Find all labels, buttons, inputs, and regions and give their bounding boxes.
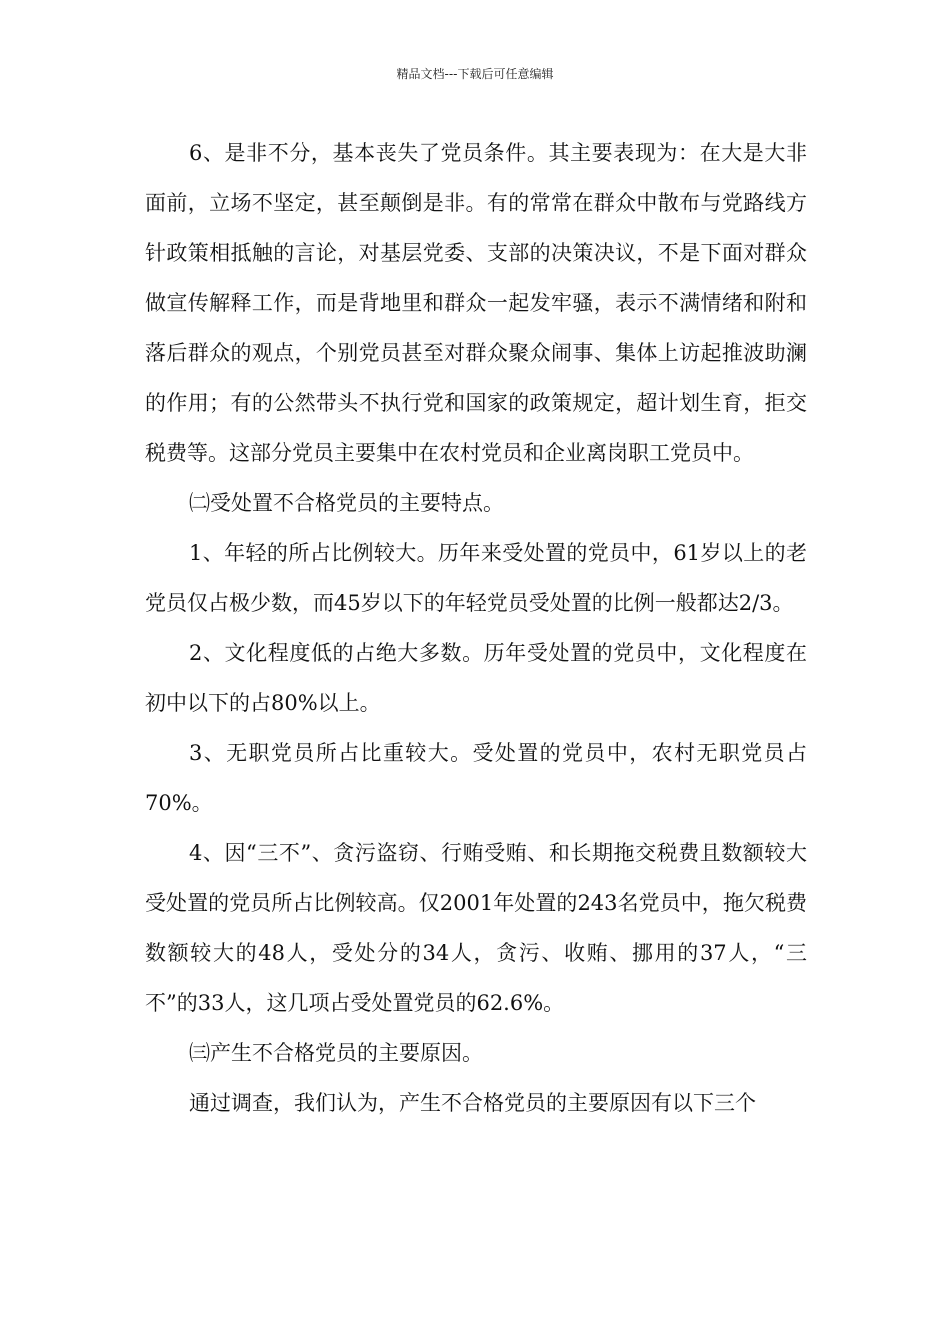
paragraph-feature-2: 2、文化程度低的占绝大多数。历年受处置的党员中，文化程度在初中以下的占80%以上。 [145,641,807,715]
page-header: 精品文档---下载后可任意编辑 [396,67,554,81]
section-heading-2: ㈡受处置不合格党员的主要特点。 [189,491,504,515]
document-body [145,128,807,1128]
paragraph-feature-4: 4、因“三不”、贪污盗窃、行贿受贿、和长期拖交税费且数额较大受处置的党员所占比例较高。仅2001年处置的243名党员中，拖欠税费数额较大的48人，受处分的34人，贪污、收贿、挪用的37人，“三不”的33人，这几项占受处置党员的62.6%。 [145,841,807,1015]
paragraph-feature-3: 3、无职党员所占比重较大。受处置的党员中，农村无职党员占70%。 [145,741,807,815]
paragraph-item-6: 6、是非不分，基本丧失了党员条件。其主要表现为：在大是大非面前，立场不坚定，甚至颠倒是非。有的常常在群众中散布与党路线方针政策相抵触的言论，对基层党委、支部的决策决议，不是下面对群众做宣传解释工作，而是背地里和群众一起发牢骚，表示不满情绪和附和落后群众的观点，个别党员甚至对群众聚众闹事、集体上访起推波助澜的作用；有的公然带头不执行党和国家的政策规定，超计划生育，拒交税费等。这部分党员主要集中在农村党员和企业离岗职工党员中。 [145,141,807,465]
paragraph-causes-intro: 通过调查，我们认为，产生不合格党员的主要原因有以下三个 [189,1091,756,1115]
section-heading-3: ㈢产生不合格党员的主要原因。 [189,1041,483,1065]
paragraph-feature-1: 1、年轻的所占比例较大。历年来受处置的党员中，61岁以上的老党员仅占极少数，而45岁以下的年轻党员受处置的比例一般都达2/3。 [145,541,807,615]
